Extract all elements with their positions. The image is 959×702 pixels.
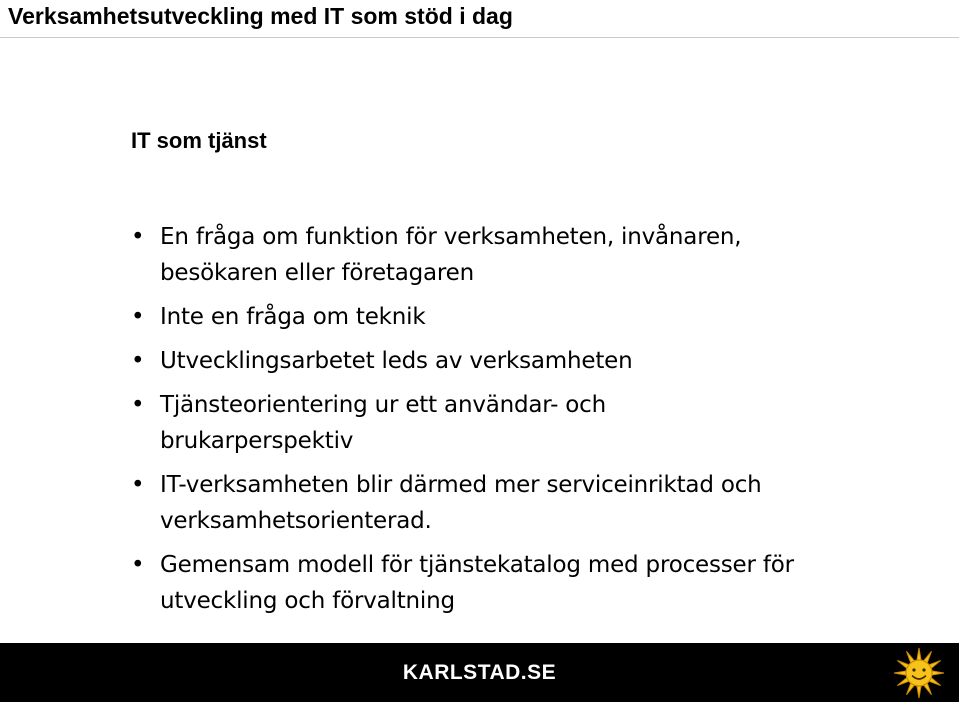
slide-title: Verksamhetsutveckling med IT som stöd i dag [8, 3, 513, 29]
bullet-item [131, 387, 931, 459]
bullet-line: utveckling och förvaltning [160, 588, 455, 614]
section-heading: IT som tjänst [131, 128, 267, 153]
sun-ray [917, 648, 921, 660]
bullet-item [131, 299, 931, 335]
bullet-item [131, 467, 931, 539]
bullet-item [131, 219, 931, 291]
bullet-line: Inte en fråga om teknik [160, 304, 426, 330]
title-divider [0, 37, 959, 38]
bullet-dot-icon: • [131, 348, 145, 374]
footer-bar [0, 643, 959, 702]
bullet-dot-icon: • [131, 224, 145, 250]
sun-ray [894, 671, 906, 675]
bullet-line: verksamhetsorienterad. [160, 508, 432, 534]
bullet-dot-icon: • [131, 472, 145, 498]
bullet-line: Utvecklingsarbetet leds av verksamheten [160, 348, 633, 374]
bullet-list [131, 219, 931, 627]
bullet-line: besökaren eller företagaren [160, 260, 475, 286]
footer-brand-link[interactable]: KARLSTAD.SE [402, 661, 557, 684]
bullet-line: En fråga om funktion för verksamheten, invånaren, [160, 224, 742, 250]
bullet-line: IT-verksamheten blir därmed mer serviceinriktad och [160, 472, 762, 498]
bullet-dot-icon: • [131, 552, 145, 578]
bullet-line: Tjänsteorientering ur ett användar- och [160, 392, 606, 418]
sun-ray [932, 671, 944, 675]
bullet-item [131, 343, 931, 379]
sun-logo-icon [892, 646, 946, 700]
bullet-item [131, 547, 931, 619]
sun-ray [917, 686, 921, 698]
bullet-dot-icon: • [131, 304, 145, 330]
bullet-dot-icon: • [131, 392, 145, 418]
bullet-line: brukarperspektiv [160, 428, 354, 454]
bullet-line: Gemensam modell för tjänstekatalog med processer för [160, 552, 794, 578]
